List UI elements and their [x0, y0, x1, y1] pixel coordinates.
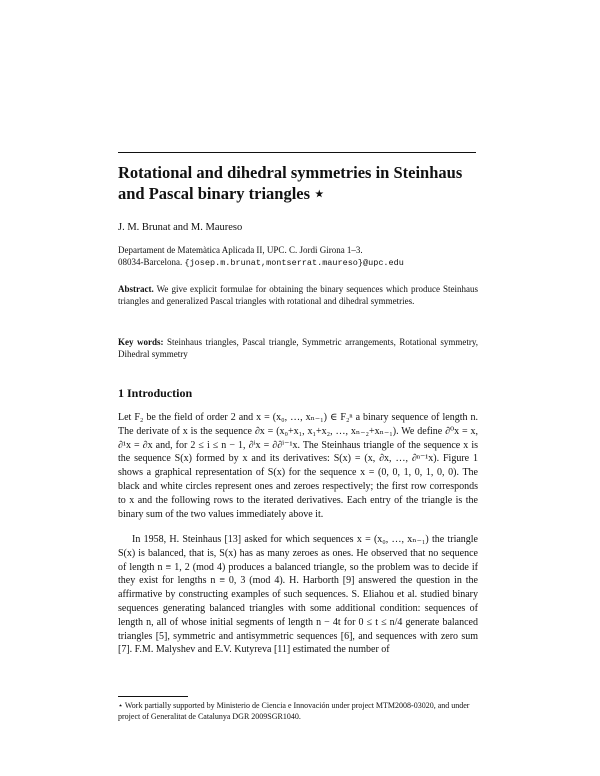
affiliation-line-2 [118, 256, 478, 269]
section-heading: 1 Introduction [118, 386, 193, 400]
authors: J. M. Brunat and M. Maureso [118, 222, 243, 233]
keywords-text: Steinhaus triangles, Pascal triangle, Symmetric arrangements, Rotational symmetry, Dihedral symmetry [118, 337, 479, 359]
abstract [118, 283, 478, 307]
affiliation-email: {josep.m.brunat,montserrat.maureso}@upc.edu [184, 258, 404, 268]
keywords [118, 336, 478, 360]
keywords-label: Key words: [118, 337, 164, 347]
footnote: ⋆ Work partially supported by Ministerio de Ciencia e Innovación under project MTM2008-03020, and under project of Generalitat de Catalunya DGR 2009SGR1040. [118, 701, 470, 721]
intro-paragraph-1: Let F₂ be the field of order 2 and x = (x₀, …, xₙ₋₁) ∈ F₂ⁿ a binary sequence of length n. The derivate of x is the sequence ∂x = (x₀+x₁, x₁+x₂, …, xₙ₋₂+xₙ₋₁). We define ∂⁰x = x, ∂¹x = ∂x and, for 2 ≤ i ≤ n − 1, ∂ⁱx = ∂∂ⁱ⁻¹x. The Steinhaus triangle of the sequence x is the sequence S(x) formed by x and its derivatives: S(x) = (x, ∂x, …, ∂ⁿ⁻¹x). Figure 1 shows a graphical representation of S(x) for the sequence x = (0, 0, 1, 0, 1, 0, 0). The black and white circles represent ones and zeroes respectively; the first row corresponds to x and the following rows to the iterated derivatives. Each entry of the triangle is the binary sum of the two values immediately above it. [118, 412, 478, 520]
title-top-rule [118, 152, 476, 153]
affiliation-line-1: Departament de Matemàtica Aplicada II, UPC. C. Jordi Girona 1–3. [118, 245, 363, 255]
paper-title: Rotational and dihedral symmetries in Steinhaus and Pascal binary triangles ⋆ [118, 163, 463, 203]
affiliation-city: 08034-Barcelona. [118, 257, 185, 267]
footnote-rule [118, 696, 188, 697]
abstract-text: We give explicit formulae for obtaining the binary sequences which produce Steinhaus triangles and generalized Pascal triangles with rotational and dihedral symmetries. [118, 284, 478, 306]
intro-paragraph-2: In 1958, H. Steinhaus [13] asked for which sequences x = (x₀, …, xₙ₋₁) the triangle S(x) is balanced, that is, S(x) has as many zeroes as ones. He observed that no sequence of length n ≡ 1, 2 (mod 4) produces a balanced triangle, so the problem was to decide if they exist for lengths n ≡ 0, 3 (mod 4). H. Harborth [9] answered the question in the affirmative by constructing examples of such sequences. S. Eliahou et al. studied binary sequences generating balanced triangles with some additional condition: sequences of length n, all of whose initial segments of length n − 4t for 0 ≤ t ≤ n/4 generate balanced triangles [5], symmetric and antisymmetric sequences [6], and sequences with zero sum [7]. F.M. Malyshev and E.V. Kutyreva [11] estimated the number of [118, 534, 478, 656]
affiliation [118, 244, 478, 269]
abstract-label: Abstract. [118, 284, 154, 294]
